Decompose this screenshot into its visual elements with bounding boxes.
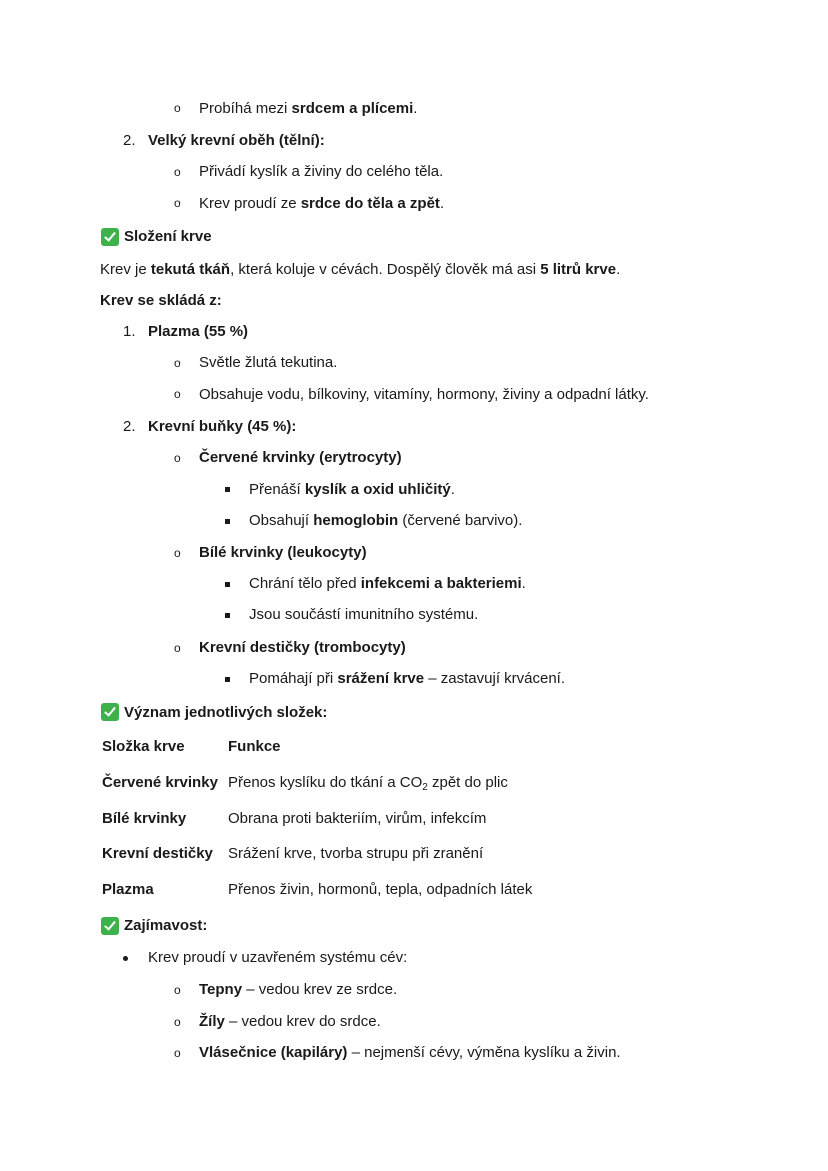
circle-bullet-icon: o bbox=[174, 1046, 181, 1060]
text: – vedou krev do srdce. bbox=[224, 1013, 381, 1030]
text: Krev proudí ze bbox=[199, 195, 301, 212]
bold-text: Vlásečnice (kapiláry) bbox=[199, 1044, 348, 1061]
consists-label: Krev se skládá z: bbox=[100, 292, 222, 309]
table-cell-function: Přenos živin, hormonů, tepla, odpadních látek bbox=[228, 881, 533, 898]
red-cells-item-1 bbox=[249, 480, 455, 500]
bold-text: srdce do těla a zpět bbox=[300, 195, 440, 212]
circle-bullet-icon: o bbox=[174, 356, 181, 370]
text: zpět do plic bbox=[427, 774, 508, 791]
text: . bbox=[439, 195, 445, 212]
platelets-title: Krevní destičky (trombocyty) bbox=[199, 639, 406, 656]
systemic-circuit-title: Velký krevní oběh (tělní): bbox=[148, 132, 325, 149]
table-cell-function: Srážení krve, tvorba strupu při zranění bbox=[228, 845, 484, 862]
circle-bullet-icon: o bbox=[174, 641, 181, 655]
circle-bullet-icon: o bbox=[174, 387, 181, 401]
red-cells-item-2 bbox=[249, 511, 522, 531]
table-cell-component: Červené krvinky bbox=[102, 774, 218, 791]
table-cell-component: Bílé krvinky bbox=[102, 810, 187, 827]
circle-bullet-icon: o bbox=[174, 165, 181, 179]
bold-text: kyslík a oxid uhličitý bbox=[304, 481, 451, 498]
check-mark-icon bbox=[101, 228, 119, 246]
vessel-item-3 bbox=[199, 1043, 621, 1063]
plasma-bullet-1: Světle žlutá tekutina. bbox=[199, 354, 338, 371]
text: Přivádí kyslík a živiny do celého těla. bbox=[199, 163, 444, 180]
red-cells-title: Červené krvinky (erytrocyty) bbox=[199, 449, 402, 466]
platelets-item-1 bbox=[249, 669, 565, 689]
systemic-bullet-2 bbox=[199, 194, 444, 214]
text: Přenos kyslíku do tkání a CO bbox=[228, 774, 423, 791]
square-bullet-icon bbox=[225, 487, 230, 492]
bold-text: srdcem a plícemi bbox=[291, 100, 414, 117]
subscript: 2 bbox=[422, 782, 428, 793]
table-cell-component: Krevní destičky bbox=[102, 845, 213, 862]
text: . bbox=[521, 575, 526, 592]
bold-text: Žíly bbox=[199, 1013, 225, 1030]
vessel-item-2 bbox=[199, 1012, 381, 1032]
text: Chrání tělo před bbox=[249, 575, 361, 592]
circle-bullet-icon: o bbox=[174, 1015, 181, 1029]
pulmonary-bullet bbox=[199, 99, 417, 119]
white-cells-title: Bílé krvinky (leukocyty) bbox=[199, 544, 367, 561]
dot-bullet-icon bbox=[123, 956, 128, 961]
composition-intro bbox=[100, 260, 620, 280]
bold-text: hemoglobin bbox=[313, 512, 399, 529]
text: Probíhá mezi bbox=[199, 100, 292, 117]
text: Jsou součástí imunitního systému. bbox=[249, 606, 479, 623]
text: Pomáhají při bbox=[249, 670, 338, 687]
check-mark-icon bbox=[101, 703, 119, 721]
bold-text: 5 litrů krve bbox=[540, 261, 617, 278]
text: – vedou krev ze srdce. bbox=[242, 981, 398, 998]
bold-text: srážení krve bbox=[337, 670, 425, 687]
text: , která koluje v cévách. Dospělý člověk má asi bbox=[230, 261, 541, 278]
circle-bullet-icon: o bbox=[174, 196, 181, 210]
check-mark-icon bbox=[101, 917, 119, 935]
text: . bbox=[450, 481, 455, 498]
fun-fact-heading: Zajímavost: bbox=[124, 917, 208, 934]
square-bullet-icon bbox=[225, 519, 230, 524]
table-header-function: Funkce bbox=[228, 738, 281, 755]
vessel-item-1 bbox=[199, 980, 397, 1000]
list-number: 1. bbox=[123, 323, 136, 340]
table-cell-component: Plazma bbox=[102, 881, 154, 898]
plasma-bullet-2: Obsahuje vodu, bílkoviny, vitamíny, hormony, živiny a odpadní látky. bbox=[199, 386, 649, 403]
plasma-title: Plazma (55 %) bbox=[148, 323, 249, 340]
blood-cells-title: Krevní buňky (45 %): bbox=[148, 418, 297, 435]
bold-text: tekutá tkáň bbox=[150, 261, 231, 278]
table-cell-function bbox=[228, 773, 508, 793]
table-cell-function: Obrana proti bakteriím, virům, infekcím bbox=[228, 810, 487, 827]
text: – nejmenší cévy, výměna kyslíku a živin. bbox=[347, 1044, 621, 1061]
systemic-bullet-1 bbox=[199, 162, 443, 182]
fun-fact-bullet: Krev proudí v uzavřeném systému cév: bbox=[148, 949, 408, 966]
significance-heading: Význam jednotlivých složek: bbox=[124, 704, 328, 721]
table-header-component: Složka krve bbox=[102, 738, 185, 755]
composition-heading: Složení krve bbox=[124, 228, 212, 245]
square-bullet-icon bbox=[225, 582, 230, 587]
circle-bullet-icon: o bbox=[174, 451, 181, 465]
bold-text: Tepny bbox=[199, 981, 243, 998]
circle-bullet-icon: o bbox=[174, 546, 181, 560]
white-cells-item-1 bbox=[249, 574, 526, 594]
text: . bbox=[413, 100, 418, 117]
square-bullet-icon bbox=[225, 613, 230, 618]
text: (červené barvivo). bbox=[398, 512, 523, 529]
square-bullet-icon bbox=[225, 677, 230, 682]
list-number: 2. bbox=[123, 132, 136, 149]
text: . bbox=[616, 261, 621, 278]
list-number: 2. bbox=[123, 418, 136, 435]
text: Přenáší bbox=[249, 481, 305, 498]
circle-bullet-icon: o bbox=[174, 983, 181, 997]
white-cells-item-2 bbox=[249, 605, 478, 625]
bold-text: infekcemi a bakteriemi bbox=[360, 575, 522, 592]
circle-bullet-icon: o bbox=[174, 101, 181, 115]
text: Krev je bbox=[100, 261, 151, 278]
text: – zastavují krvácení. bbox=[424, 670, 566, 687]
text: Obsahují bbox=[249, 512, 314, 529]
